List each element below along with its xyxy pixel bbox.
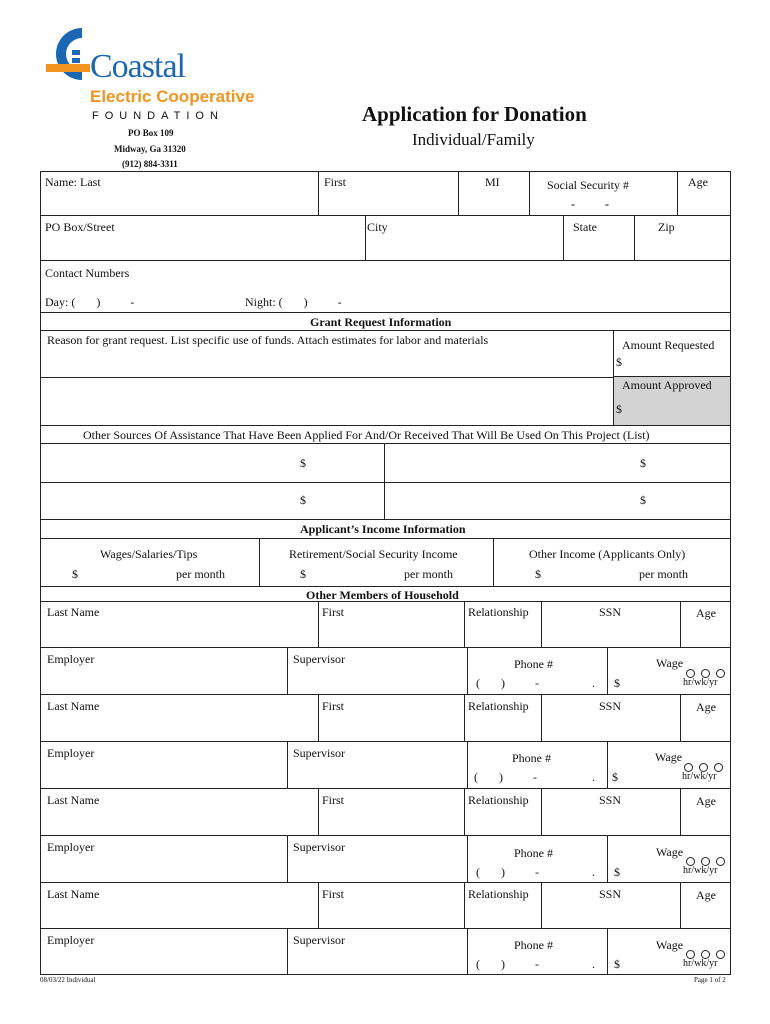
member-phone-field[interactable]: ( ) - bbox=[476, 865, 539, 879]
member-supervisor[interactable]: Supervisor bbox=[293, 933, 345, 947]
member-ssn[interactable]: SSN bbox=[599, 887, 622, 901]
member-wage-dollar[interactable]: $ bbox=[614, 957, 620, 971]
member-phone-label: Phone # bbox=[514, 938, 553, 952]
member-first[interactable]: First bbox=[322, 699, 345, 713]
income-heading: Applicant’s Income Information bbox=[300, 522, 466, 536]
member-wage-dollar[interactable]: $ bbox=[612, 770, 618, 784]
member-supervisor[interactable]: Supervisor bbox=[293, 840, 345, 854]
wages-dollar[interactable]: $ bbox=[72, 567, 78, 581]
amount-approved-label: Amount Approved bbox=[622, 378, 712, 392]
day-phone-field[interactable]: Day: ( ) - bbox=[45, 295, 135, 309]
grant-heading: Grant Request Information bbox=[310, 315, 452, 329]
member-wage-label: Wage bbox=[655, 750, 683, 764]
member-wage-dollar[interactable]: $ bbox=[614, 676, 620, 690]
zip-field[interactable]: Zip bbox=[658, 220, 675, 234]
member-wage-label: Wage bbox=[656, 938, 684, 952]
retirement-dollar[interactable]: $ bbox=[300, 567, 306, 581]
member-last-name[interactable]: Last Name bbox=[47, 887, 100, 901]
other-source-amount-3[interactable]: $ bbox=[300, 493, 306, 507]
member-age[interactable]: Age bbox=[696, 888, 716, 902]
amount-requested-label: Amount Requested bbox=[622, 338, 715, 352]
member-relationship[interactable]: Relationship bbox=[468, 699, 529, 713]
wage-frequency-label: hr/wk/yr bbox=[682, 771, 717, 782]
address-phone: (912) 884-3311 bbox=[122, 159, 178, 169]
member-relationship[interactable]: Relationship bbox=[468, 793, 529, 807]
household-heading: Other Members of Household bbox=[306, 588, 459, 602]
footer-date: 08/03/22 Individual bbox=[40, 976, 96, 984]
other-income-per-month: per month bbox=[639, 567, 688, 581]
member-last-name[interactable]: Last Name bbox=[47, 699, 100, 713]
state-field[interactable]: State bbox=[573, 220, 597, 234]
first-name-field[interactable]: First bbox=[324, 175, 347, 189]
member-phone-field[interactable]: ( ) - bbox=[476, 957, 539, 971]
wages-label: Wages/Salaries/Tips bbox=[100, 547, 198, 561]
member-age[interactable]: Age bbox=[696, 794, 716, 808]
address-line-1: PO Box 109 bbox=[128, 128, 174, 138]
member-phone-field[interactable]: ( ) - bbox=[474, 770, 537, 784]
address-line-2: Midway, Ga 31320 bbox=[114, 144, 186, 154]
member-wage-dollar[interactable]: $ bbox=[614, 865, 620, 879]
ssn-dashes: - - bbox=[571, 197, 609, 211]
age-field[interactable]: Age bbox=[688, 175, 708, 189]
member-first[interactable]: First bbox=[322, 793, 345, 807]
other-source-amount-4[interactable]: $ bbox=[640, 493, 646, 507]
member-phone-field[interactable]: ( ) - bbox=[476, 676, 539, 690]
member-phone-label: Phone # bbox=[514, 657, 553, 671]
member-ssn[interactable]: SSN bbox=[599, 699, 622, 713]
other-sources-heading: Other Sources Of Assistance That Have Been Applied For And/Or Received That Will Be Used On This Project (List) bbox=[83, 428, 650, 442]
member-relationship[interactable]: Relationship bbox=[468, 887, 529, 901]
member-employer[interactable]: Employer bbox=[47, 652, 95, 666]
name-last-field[interactable]: Name: Last bbox=[45, 175, 101, 189]
wage-frequency-label: hr/wk/yr bbox=[683, 958, 718, 969]
wage-frequency-label: hr/wk/yr bbox=[683, 865, 718, 876]
member-ssn[interactable]: SSN bbox=[599, 793, 622, 807]
member-phone-label: Phone # bbox=[514, 846, 553, 860]
logo bbox=[42, 24, 257, 124]
member-ssn[interactable]: SSN bbox=[599, 605, 622, 619]
member-phone-dot: . bbox=[592, 676, 595, 690]
footer-page: Page 1 of 2 bbox=[694, 976, 726, 984]
member-supervisor[interactable]: Supervisor bbox=[293, 746, 345, 760]
member-supervisor[interactable]: Supervisor bbox=[293, 652, 345, 666]
amount-requested-field[interactable]: $ bbox=[616, 355, 622, 369]
member-age[interactable]: Age bbox=[696, 606, 716, 620]
page-title: Application for Donation bbox=[362, 102, 587, 126]
member-phone-dot: . bbox=[592, 770, 595, 784]
other-source-amount-2[interactable]: $ bbox=[640, 456, 646, 470]
member-employer[interactable]: Employer bbox=[47, 933, 95, 947]
member-employer[interactable]: Employer bbox=[47, 840, 95, 854]
member-employer[interactable]: Employer bbox=[47, 746, 95, 760]
wage-frequency-label: hr/wk/yr bbox=[683, 677, 718, 688]
city-field[interactable]: City bbox=[367, 220, 388, 234]
mi-field[interactable]: MI bbox=[485, 175, 500, 189]
retirement-per-month: per month bbox=[404, 567, 453, 581]
other-income-dollar[interactable]: $ bbox=[535, 567, 541, 581]
logo-foundation: FOUNDATION bbox=[92, 110, 224, 122]
street-field[interactable]: PO Box/Street bbox=[45, 220, 115, 234]
logo-sub: Electric Cooperative bbox=[90, 87, 255, 106]
reason-field[interactable]: Reason for grant request. List specific use of funds. Attach estimates for labor and materials bbox=[47, 333, 489, 347]
member-age[interactable]: Age bbox=[696, 700, 716, 714]
member-relationship[interactable]: Relationship bbox=[468, 605, 529, 619]
other-income-label: Other Income (Applicants Only) bbox=[529, 547, 686, 561]
member-last-name[interactable]: Last Name bbox=[47, 793, 100, 807]
member-phone-label: Phone # bbox=[512, 751, 551, 765]
retirement-label: Retirement/Social Security Income bbox=[289, 547, 458, 561]
other-source-amount-1[interactable]: $ bbox=[300, 456, 306, 470]
member-wage-label: Wage bbox=[656, 845, 684, 859]
member-first[interactable]: First bbox=[322, 887, 345, 901]
ssn-field[interactable]: Social Security # bbox=[547, 178, 629, 192]
amount-approved-field[interactable]: $ bbox=[616, 402, 622, 416]
contact-label: Contact Numbers bbox=[45, 266, 130, 280]
wages-per-month: per month bbox=[176, 567, 225, 581]
page-subtitle: Individual/Family bbox=[412, 130, 535, 149]
logo-name: Coastal bbox=[90, 48, 185, 85]
night-phone-field[interactable]: Night: ( ) - bbox=[245, 295, 342, 309]
member-first[interactable]: First bbox=[322, 605, 345, 619]
member-phone-dot: . bbox=[592, 865, 595, 879]
member-last-name[interactable]: Last Name bbox=[47, 605, 100, 619]
member-wage-label: Wage bbox=[656, 656, 684, 670]
member-phone-dot: . bbox=[592, 957, 595, 971]
